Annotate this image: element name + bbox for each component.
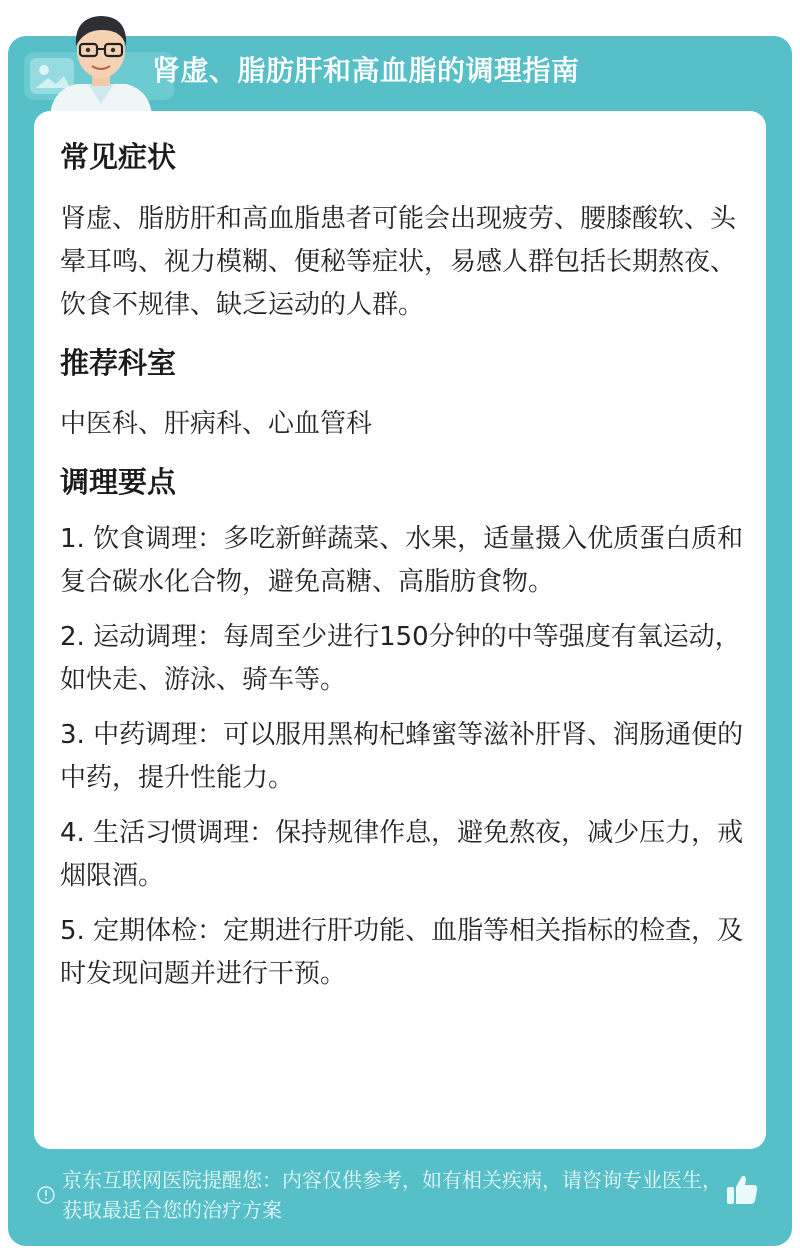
- doctor-avatar: [42, 6, 160, 116]
- page-title: 肾虚、脂肪肝和高血脂的调理指南: [152, 54, 580, 87]
- info-icon: [37, 1186, 55, 1204]
- symptoms-heading: 常见症状: [60, 140, 177, 174]
- tip-item: 2. 运动调理：每周至少进行150分钟的中等强度有氧运动，如快走、游泳、骑车等。: [60, 622, 741, 695]
- disclaimer-text: 京东互联网医院提醒您：内容仅供参考，如有相关疾病，请咨询专业医生，获取最适合您的治疗方案: [62, 1168, 722, 1222]
- symptoms-text: 肾虚、脂肪肝和高血脂患者可能会出现疲劳、腰膝酸软、头晕耳鸣、视力模糊、便秘等症状，易感人群包括长期熬夜、饮食不规律、缺乏运动的人群。: [60, 204, 737, 320]
- tips-list: [60, 518, 745, 996]
- tips-heading: 调理要点: [60, 465, 177, 499]
- tip-item: 4. 生活习惯调理：保持规律作息，避免熬夜，减少压力，戒烟限酒。: [60, 818, 744, 891]
- content-body: [60, 135, 745, 996]
- content-card: [34, 111, 766, 1149]
- tip-item: 3. 中药调理：可以服用黑枸杞蜂蜜等滋补肝肾、润肠通便的中药，提升性能力。: [60, 720, 744, 793]
- departments-heading: 推荐科室: [60, 346, 177, 380]
- tip-item: 5. 定期体检：定期进行肝功能、血脂等相关指标的检查，及时发现问题并进行干预。: [60, 916, 744, 989]
- thumbs-up-icon[interactable]: [724, 1172, 760, 1208]
- departments-text: 中医科、肝病科、心血管科: [60, 409, 373, 439]
- tip-item: 1. 饮食调理：多吃新鲜蔬菜、水果，适量摄入优质蛋白质和复合碳水化合物，避免高糖、高脂肪食物。: [60, 524, 744, 597]
